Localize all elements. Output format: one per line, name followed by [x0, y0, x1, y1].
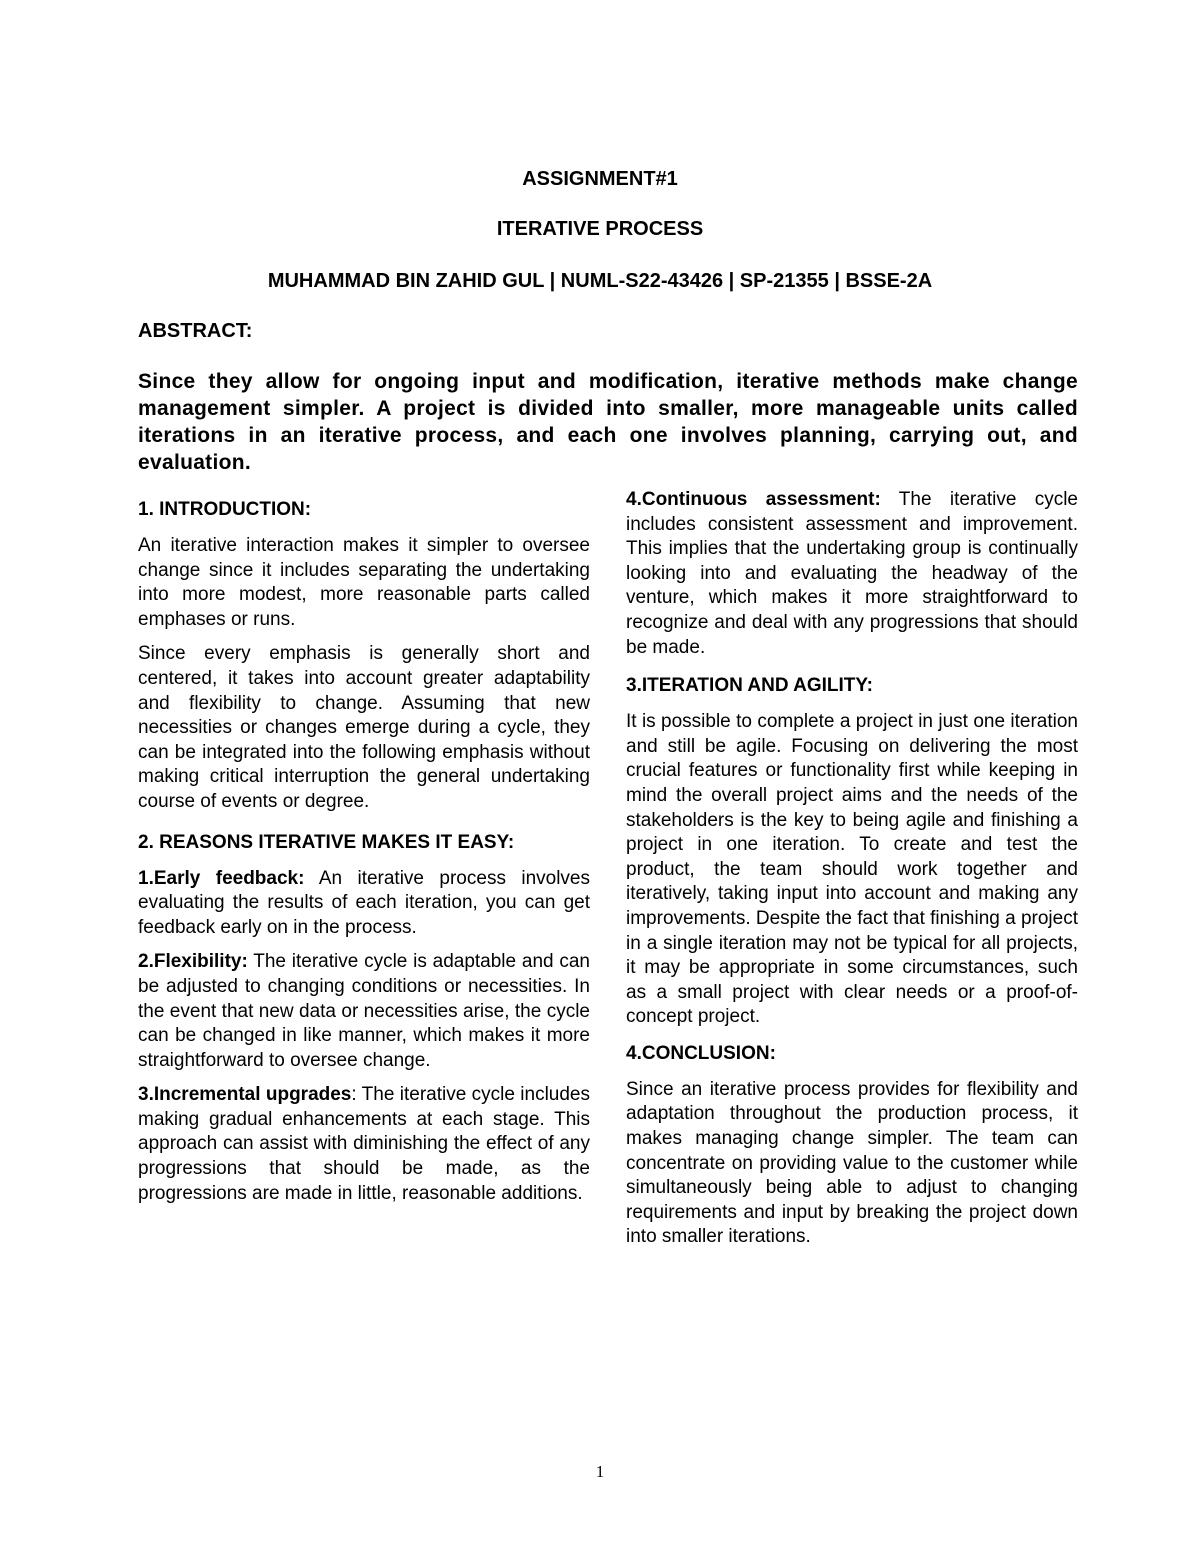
- reason-text: An iterative process involves evaluating the results of each iteration, you can get feedback early on in the process.: [138, 867, 590, 938]
- agility-heading: 3.ITERATION AND AGILITY:: [626, 675, 873, 697]
- introduction-paragraph: An iterative interaction makes it simpler to oversee change since it includes separating the undertaking into more modest, more reasonable parts called emphases or runs.: [138, 535, 590, 630]
- agility-paragraph: It is possible to complete a project in just one iteration and still be agile. Focusing on delivering the most crucial features or functionality first while keeping in mind the overall project aims and the needs of the stakeholders is the key to being agile and finishing a project in one iteration. To create and test the product, the team should work together and iteratively, taking input into account and making any improvements. Despite the fact that finishing a project in a single iteration may not be typical for all projects, it may be appropriate in some circumstances, such as a small project with clear needs or a proof-of-concept project.: [626, 711, 1079, 1028]
- reasons-heading: 2. REASONS ITERATIVE MAKES IT EASY:: [138, 831, 515, 853]
- introduction-heading: 1. INTRODUCTION:: [138, 499, 312, 520]
- reason-text: : The iterative cycle includes making gradual enhancements at each stage. This approach can assist with diminishing the effect of any progressions that should be made, as the progressions are made in little, reasonable additions.: [138, 1084, 590, 1204]
- abstract-heading: ABSTRACT:: [138, 320, 253, 342]
- reason-item: [626, 488, 1078, 660]
- reason-lead: 4.Continuous assessment:: [626, 489, 881, 510]
- author-line: MUHAMMAD BIN ZAHID GUL | NUML-S22-43426 | SP-21355 | BSSE-2A: [267, 270, 933, 292]
- abstract-body: Since they allow for ongoing input and modification, iterative methods make change management simpler. A project is divided into smaller, more manageable units called iterations in an iterative process, and each one involves planning, carrying out, and evaluation.: [138, 370, 1078, 474]
- reason-lead: 2.Flexibility:: [138, 951, 248, 973]
- reason-text: The iterative cycle includes consistent assessment and improvement. This implies that the undertaking group is continually looking into and evaluating the headway of the venture, which makes it more straightforward to recognize and deal with any progressions that should be made.: [626, 489, 1078, 658]
- right-column: [626, 488, 1078, 1260]
- left-column: [138, 498, 590, 1216]
- reason-lead: 3.Incremental upgrades: [138, 1084, 352, 1106]
- reason-lead: 1.Early feedback:: [138, 867, 305, 889]
- assignment-label: ASSIGNMENT#1: [522, 168, 678, 190]
- conclusion-paragraph: Since an iterative process provides for flexibility and adaptation throughout the production process, it makes managing change simpler. The team can concentrate on providing value to the customer while simultaneously being able to adjust to changing requirements and input by breaking the project down into smaller iterations.: [626, 1078, 1078, 1248]
- page-number: 1: [595, 1462, 605, 1481]
- conclusion-heading: 4.CONCLUSION:: [626, 1042, 776, 1064]
- reason-item: [138, 1083, 590, 1206]
- reason-item: [138, 867, 590, 941]
- document-title: ITERATIVE PROCESS: [496, 218, 704, 240]
- introduction-paragraph: Since every emphasis is generally short and centered, it takes into account greater adaptability and flexibility to change. Assuming that new necessities or changes emerge during a cycle, they can be integrated into the following emphasis without making critical interruption the general undertaking course of events or degree.: [138, 643, 590, 812]
- reason-item: [138, 950, 590, 1073]
- reason-text: The iterative cycle is adaptable and can be adjusted to changing conditions or necessities. In the event that new data or necessities arise, the cycle can be changed in like manner, which makes it more straightforward to oversee change.: [138, 951, 590, 1071]
